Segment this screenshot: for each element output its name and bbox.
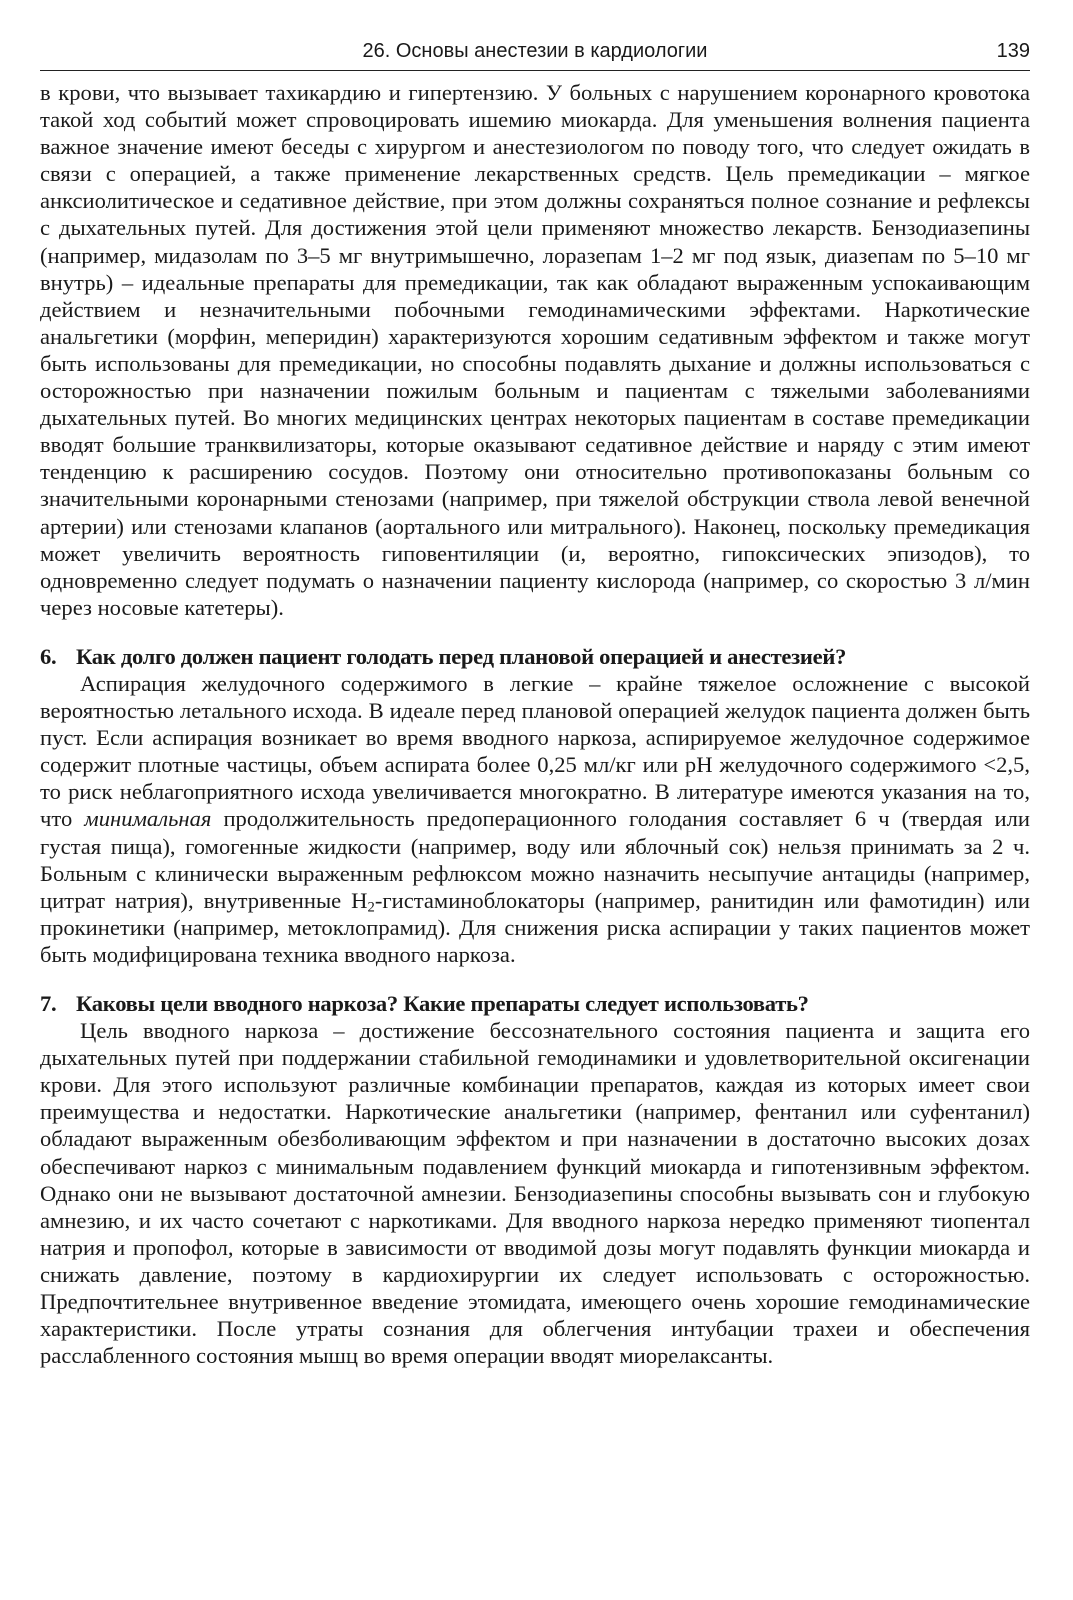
- page-body: [40, 79, 1030, 1369]
- answer-7-paragraph: Цель вводного наркоза – достижение бессознательного состояния пациента и защита его дыхательных путей при поддержании стабильной гемодинамики и удовлетворительной оксигенации крови. Для этого используют различные комбинации препаратов, каждая из которых имеет свои преимущества и недостатки. Наркотические анальгетики (например, фентанил или суфентанил) обладают выраженным обезболивающим эффектом и при назначении в достаточно высоких дозах обеспечивают наркоз с минимальным подавлением функций миокарда и гипотензивным эффектом. Однако они не вызывают достаточной амнезии. Бензодиазепины способны вызывать сон и глубокую амнезию, и их часто сочетают с наркотиками. Для вводного наркоза нередко применяют тиопентал натрия и пропофол, которые в зависимости от вводимой дозы могут подавлять функции миокарда и снижать давление, поэтому в кардиохирургии их следует использовать с осторожностью. Предпочтительнее внутривенное введение этомидата, имеющего очень хорошие гемодинамические характеристики. После утраты сознания для облегчения интубации трахеи и обеспечения расслабленного состояния мышц во время операции вводят миорелаксанты.: [40, 1018, 1030, 1369]
- question-6: [40, 643, 1030, 670]
- question-7: [40, 990, 1030, 1017]
- question-6-number: 6.: [40, 643, 57, 669]
- answer-6-part1: Аспирация желудочного содержимого в легкие – крайне тяжелое осложнение с высокой вероятностью летального исхода. В идеале перед плановой операцией желудок пациента должен быть пуст. Если аспирация возникает во время вводного наркоза, аспирируемое желудочное содержимое содержит плотные частицы, объем аспирата более 0,25 мл/кг или pH желудочного содержимого <2,5, то риск неблагоприятного исхода увеличивается многократно. В литературе имеются указания на то, что: [40, 670, 1030, 832]
- answer-6-subscript: 2: [367, 899, 375, 916]
- question-7-number: 7.: [40, 991, 57, 1016]
- intro-paragraph: в крови, что вызывает тахикардию и гипертензию. У больных с нарушением коронарного кровотока такой ход событий может спровоцировать ишемию миокарда. Для уменьшения волнения пациента важное значение имеют беседы с хирургом и анестезиологом по поводу того, что следует ожидать в связи с операцией, а также применение лекарственных средств. Цель премедикации – мягкое анксиолитическое и седативное действие, при этом должны сохраняться полное сознание и рефлексы с дыхательных путей. Для достижения этой цели применяют множество лекарств. Бензодиазепины (например, мидазолам по 3–5 мг внутримышечно, лоразепам 1–2 мг под язык, диазепам по 5–10 мг внутрь) – идеальные препараты для премедикации, так как обладают выраженным успокаивающим действием и незначительными побочными гемодинамическими эффектами. Наркотические анальгетики (морфин, меперидин) характеризуются хорошим седативным эффектом и также могут быть использованы для премедикации, но способны подавлять дыхание и должны использоваться с осторожностью при назначении пожилым больным и пациентам с тяжелыми заболеваниями дыхательных путей. Во многих медицинских центрах некоторых пациентам в составе премедикации вводят большие транквилизаторы, которые оказывают седативное действие и наряду с этим имеют тенденцию к расширению сосудов. Поэтому они относительно противопоказаны больным со значительными коронарными стенозами (например, при тяжелой обструкции ствола левой венечной артерии) или стенозами клапанов (аортального или митрального). Наконец, поскольку премедикация может увеличить вероятность гиповентиляции (и, вероятно, гипоксических эпизодов), то одновременно следует подумать о назначении пациенту кислорода (например, со скоростью 3 л/мин через носовые катетеры).: [40, 80, 1030, 620]
- answer-6-paragraph: [40, 670, 1030, 968]
- page-number: 139: [996, 40, 1030, 62]
- answer-6-part2: продолжительность предоперационного голодания составляет 6 ч (твердая или густая пища), гомогенные жидкости (например, воду или яблочный сок) нельзя принимать за 2 ч. Больным с клинически выраженным рефлюксом можно назначить несыпучие антациды (например, цитрат натрия), внутривенные H: [40, 806, 1030, 913]
- running-header: [40, 34, 1030, 71]
- question-6-text: Как долго должен пациент голодать перед плановой операцией и анестезией?: [76, 643, 847, 669]
- running-title: 26. Основы анестезии в кардиологии: [362, 40, 708, 62]
- book-page: [40, 34, 1030, 1369]
- question-7-text: Каковы цели вводного наркоза? Какие препараты следует использовать?: [76, 991, 809, 1016]
- answer-6-part3: -гистаминоблокаторы (например, ранитидин или фамотидин) или прокинетики (например, метоклопрамид). Для снижения риска аспирации у таких пациентов может быть модифицирована техника вводного наркоза.: [40, 887, 1030, 967]
- answer-6-emphasis: минимальная: [84, 806, 212, 832]
